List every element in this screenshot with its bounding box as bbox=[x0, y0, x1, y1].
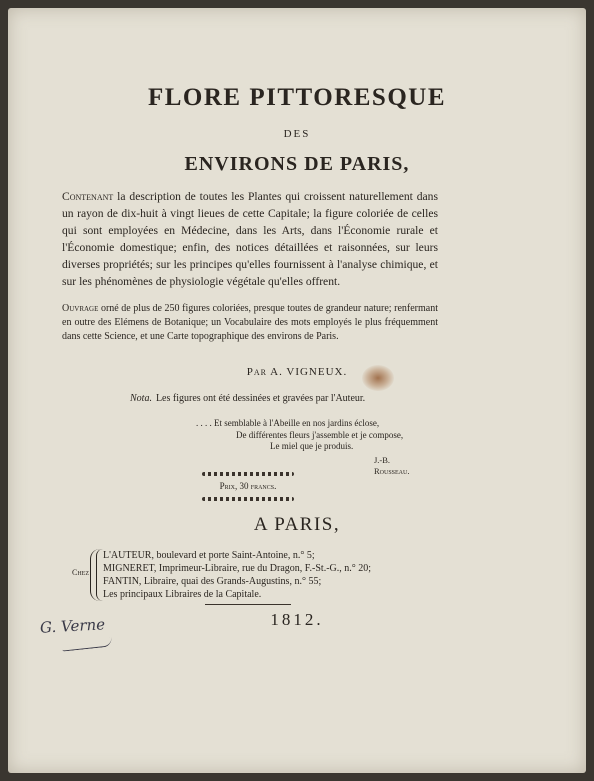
ornamental-rule-top bbox=[202, 472, 294, 476]
author-line: Par A. VIGNEUX. bbox=[246, 366, 348, 378]
owner-signature: G. Verne bbox=[39, 615, 106, 637]
title-connector: DES bbox=[283, 128, 311, 140]
epigraph-line-2: De différentes fleurs j'assemble et je compose, bbox=[236, 429, 404, 440]
nota-label: Nota. bbox=[130, 393, 152, 404]
address-item: L'AUTEUR, boulevard et porte Saint-Antoine, n.° 5; bbox=[103, 550, 315, 561]
epigraph-line-3: Le miel que je produis. bbox=[270, 441, 354, 451]
description-paragraph bbox=[62, 188, 438, 290]
epigraph-line-1: . . . . Et semblable à l'Abeille en nos jardins éclose, bbox=[196, 418, 380, 428]
description-text: la description de toutes les Plantes qui croissent naturellement dans un rayon de dix-huit à vingt lieues de cette Capitale; la figure coloriée de celles qui sont employées en Médecine, dans les Arts, dans l'Économie rurale et l'Économie domestique; enfin, des notices détaillées et raisonnées, sur leurs diverses propriétés; sur les principes qu'elles fournissent à l'analyse chimique, et sur les phénomènes de physiologie végétale qu'elles offrent. bbox=[62, 190, 438, 288]
address-item: MIGNERET, Imprimeur-Libraire, rue du Dragon, F.-St.-G., n.° 20; bbox=[103, 563, 372, 574]
publisher-addresses bbox=[103, 549, 371, 601]
work-lead-word: Ouvrage bbox=[62, 303, 99, 314]
publication-city: A PARIS, bbox=[253, 514, 341, 535]
work-text: orné de plus de 250 figures coloriées, presque toutes de grandeur nature; renfermant en outre des Elémens de Botanique; un Vocabulaire des mots employés le plus fréquemment dans cette Science, et une Carte topographique des environs de Paris. bbox=[62, 303, 439, 342]
epigraph bbox=[196, 418, 426, 478]
title-page bbox=[8, 8, 586, 773]
epigraph-attribution: J.-B. Rousseau. bbox=[374, 454, 410, 476]
ornamental-rule-bottom bbox=[202, 497, 294, 501]
year-rule bbox=[205, 604, 291, 605]
book-title: FLORE PITTORESQUE bbox=[147, 84, 447, 111]
price-line: Prix, 30 francs. bbox=[219, 481, 277, 491]
chez-label: Chez bbox=[72, 568, 89, 577]
brace-inner-icon bbox=[96, 549, 103, 601]
description-lead-word: Contenant bbox=[62, 190, 114, 203]
address-item: Les principaux Libraires de la Capitale. bbox=[103, 589, 262, 600]
work-paragraph bbox=[62, 302, 438, 344]
publication-year: 1812. bbox=[270, 610, 324, 629]
nota-text: Les figures ont été dessinées et gravées par l'Auteur. bbox=[155, 393, 366, 404]
nota-line bbox=[130, 393, 365, 404]
address-item: FANTIN, Libraire, quai des Grands-Augustins, n.° 55; bbox=[103, 576, 322, 587]
book-subtitle: ENVIRONS DE PARIS, bbox=[184, 153, 410, 175]
